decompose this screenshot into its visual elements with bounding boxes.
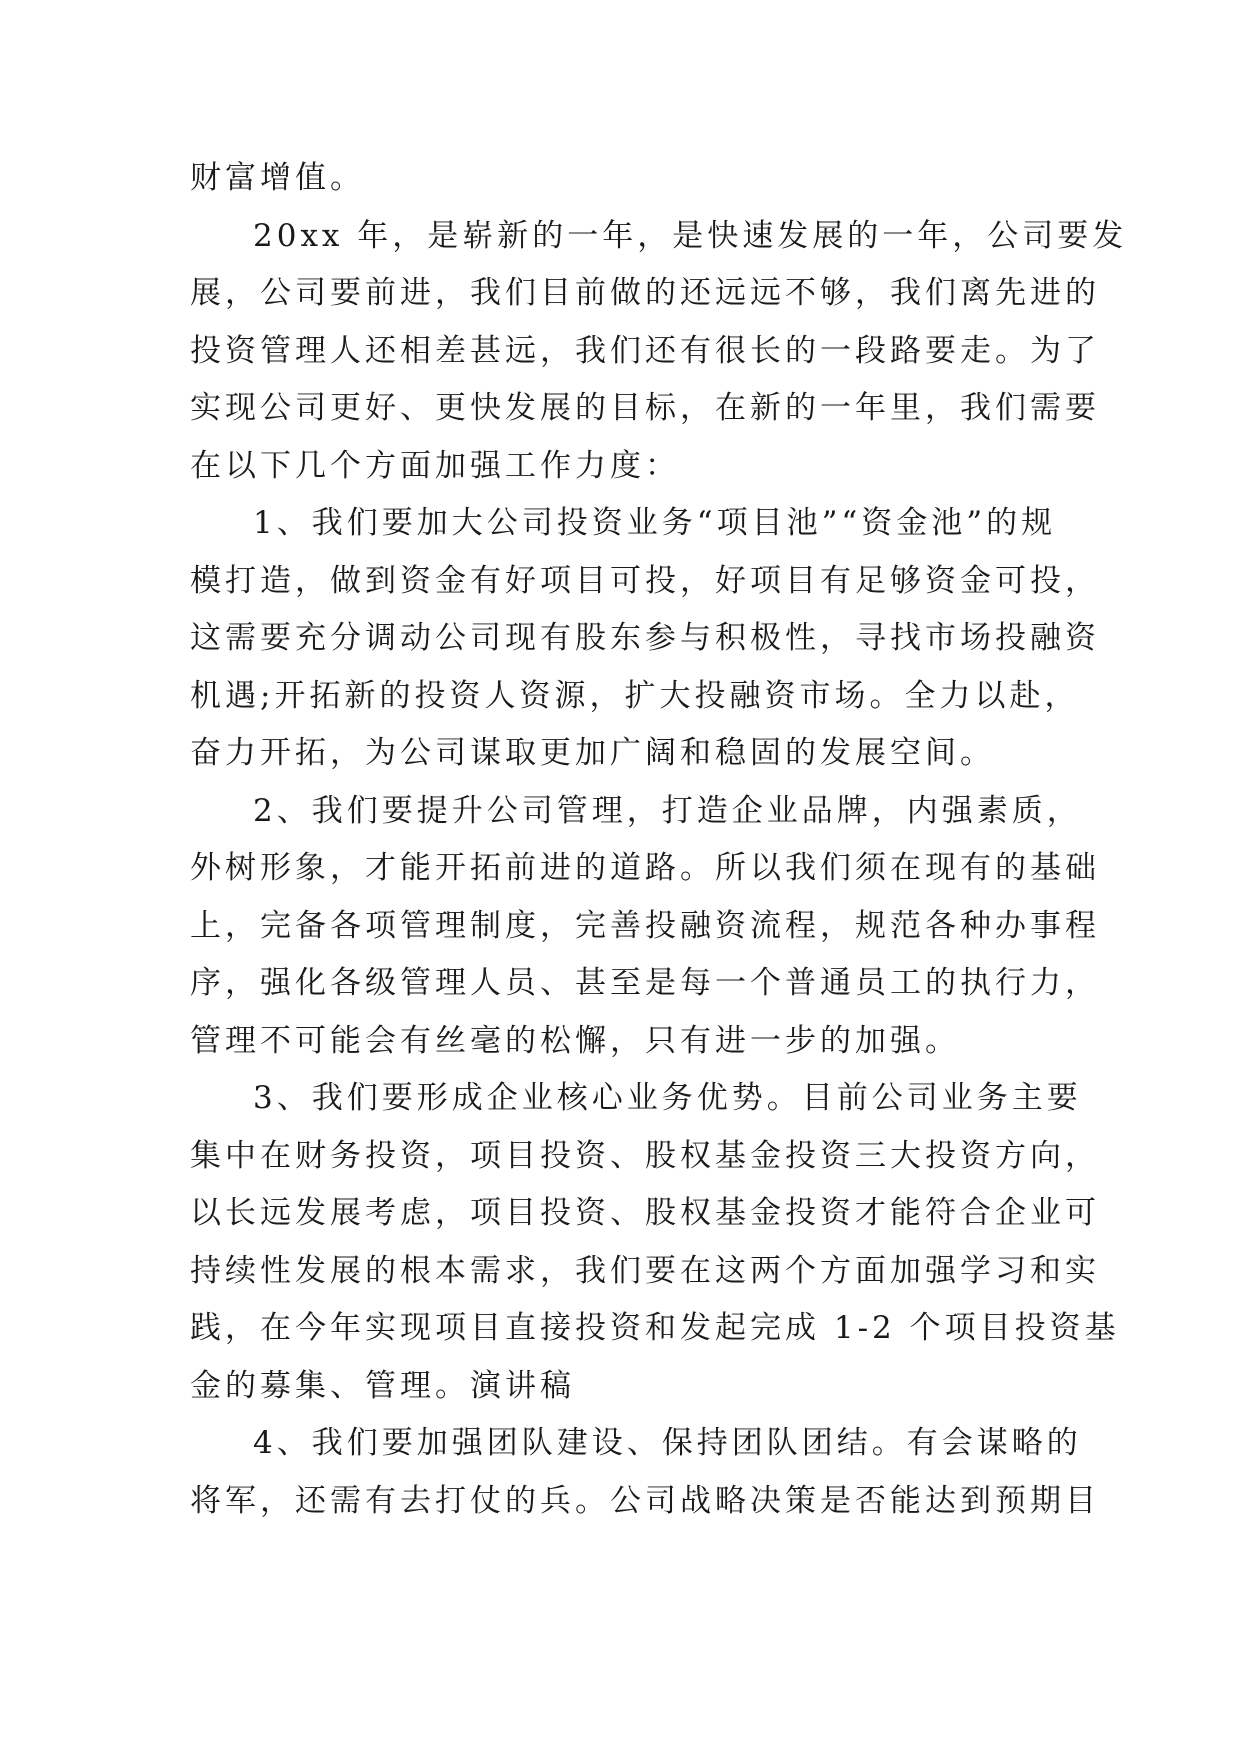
- text-line: 持续性发展的根本需求，我们要在这两个方面加强学习和实: [190, 1252, 1100, 1289]
- text-line: 机遇;开拓新的投资人资源，扩大投融资市场。全力以赴，: [190, 677, 1080, 714]
- text-line: 这需要充分调动公司现有股东参与积极性，寻找市场投融资: [190, 620, 1100, 656]
- text-line: 在以下几个方面加强工作力度：: [190, 447, 680, 484]
- text-line: 外树形象，才能开拓前进的道路。所以我们须在现有的基础: [190, 850, 1100, 886]
- text-line: 集中在财务投资，项目投资、股权基金投资三大投资方向，: [190, 1137, 1100, 1174]
- text-line: 展，公司要前进，我们目前做的还远远不够，我们离先进的: [190, 275, 1100, 311]
- text-line: 序，强化各级管理人员、甚至是每一个普通员工的执行力，: [190, 965, 1100, 1001]
- text-line: 将军，还需有去打仗的兵。公司战略决策是否能达到预期目: [190, 1482, 1100, 1519]
- text-line: 金的募集、管理。演讲稿: [190, 1367, 575, 1404]
- paragraph-start-line: 20xx 年，是崭新的一年，是快速发展的一年，公司要发: [253, 217, 1128, 254]
- text-line: 践，在今年实现项目直接投资和发起完成 1-2 个项目投资基: [190, 1310, 1120, 1346]
- text-line: 实现公司更好、更快发展的目标，在新的一年里，我们需要: [190, 390, 1100, 426]
- text-line: 管理不可能会有丝毫的松懈，只有进一步的加强。: [190, 1022, 960, 1059]
- paragraph-start-line: 2、我们要提升公司管理，打造企业品牌，内强素质，: [253, 792, 1082, 829]
- paragraph-start-line: 1、我们要加大公司投资业务“项目池”“资金池”的规: [253, 505, 1057, 541]
- paragraph-start-line: 4、我们要加强团队建设、保持团队团结。有会谋略的: [253, 1425, 1082, 1461]
- text-line: 以长远发展考虑，项目投资、股权基金投资才能符合企业可: [190, 1195, 1100, 1231]
- text-line: 上，完备各项管理制度，完善投融资流程，规范各种办事程: [190, 907, 1100, 944]
- text-line: 财富增值。: [190, 160, 365, 196]
- body-text: [190, 150, 1128, 1530]
- paragraph-start-line: 3、我们要形成企业核心业务优势。目前公司业务主要: [253, 1080, 1082, 1116]
- text-line: 投资管理人还相差甚远，我们还有很长的一段路要走。为了: [190, 332, 1100, 369]
- text-line: 奋力开拓，为公司谋取更加广阔和稳固的发展空间。: [190, 735, 995, 771]
- text-line: 模打造，做到资金有好项目可投，好项目有足够资金可投，: [190, 562, 1100, 599]
